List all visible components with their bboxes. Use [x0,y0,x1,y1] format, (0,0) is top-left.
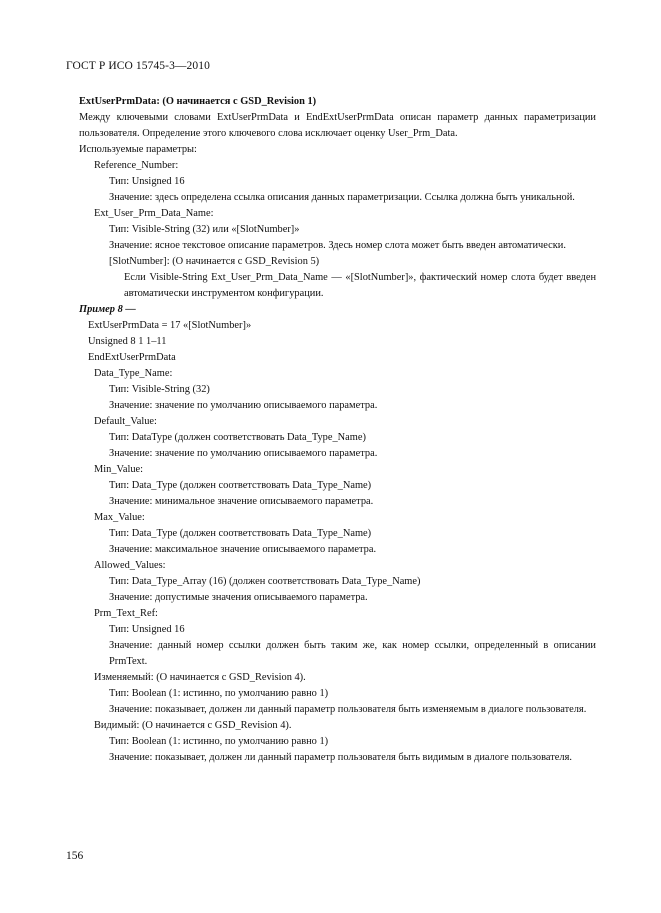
min-value-type: Тип: Data_Type (должен соответствовать Data_Type_Name) [109,480,372,491]
slot-number-label: [SlotNumber]: (О начинается с GSD_Revision 5) [109,256,320,267]
example-line: Unsigned 8 1 1–11 [88,336,167,347]
changeable-type: Тип: Boolean (1: истинно, по умолчанию равно 1) [109,688,329,699]
max-value-value: Значение: максимальное значение описываемого параметра. [109,544,377,555]
visible-type: Тип: Boolean (1: истинно, по умолчанию равно 1) [109,736,329,747]
max-value-name: Max_Value: [94,512,145,523]
ext-user-prm-data-value: Значение: ясное текстовое описание параметров. Здесь номер слота может быть введен автоматически. [109,240,566,251]
ext-user-prm-data-name: Ext_User_Prm_Data_Name: [94,208,214,219]
reference-number-value: Значение: здесь определена ссылка описания данных параметризации. Ссылка должна быть уникальной. [109,192,575,203]
example-line: EndExtUserPrmData [88,352,176,363]
page-number: 156 [66,850,84,862]
example-line: ExtUserPrmData = 17 «[SlotNumber]» [88,320,252,331]
allowed-values-name: Allowed_Values: [94,560,166,571]
default-value-value: Значение: значение по умолчанию описываемого параметра. [109,448,378,459]
reference-number-type: Тип: Unsigned 16 [109,176,185,187]
visible-value: Значение: показывает, должен ли данный параметр пользователя быть видимым в диалоге пользователя. [109,752,572,763]
slot-number-text: Если Visible-String Ext_User_Prm_Data_Name — «[SlotNumber]», фактический номер слота будет введен автоматически инструментом конфигурации. [124,272,596,299]
data-type-name-value: Значение: значение по умолчанию описываемого параметра. [109,400,378,411]
min-value-value: Значение: минимальное значение описываемого параметра. [109,496,374,507]
data-type-name: Data_Type_Name: [94,368,173,379]
intro-paragraph: Между ключевыми словами ExtUserPrmData и EndExtUserPrmData описан параметр данных параметризации пользователя. Определение этого ключевого слова исключает оценку User_Prm_Data. [79,112,596,139]
prm-text-ref-name: Prm_Text_Ref: [94,608,158,619]
ext-user-prm-data-type: Тип: Visible-String (32) или «[SlotNumber]» [109,224,300,235]
visible-name: Видимый: (О начинается с GSD_Revision 4). [94,720,292,731]
allowed-values-type: Тип: Data_Type_Array (16) (должен соответствовать Data_Type_Name) [109,576,421,587]
changeable-name: Изменяемый: (О начинается с GSD_Revision 4). [94,672,306,683]
changeable-value: Значение: показывает, должен ли данный параметр пользователя быть изменяемым в диалоге пользователя. [109,704,587,715]
max-value-type: Тип: Data_Type (должен соответствовать Data_Type_Name) [109,528,372,539]
min-value-name: Min_Value: [94,464,144,475]
prm-text-ref-type: Тип: Unsigned 16 [109,624,185,635]
default-value-type: Тип: DataType (должен соответствовать Data_Type_Name) [109,432,366,443]
reference-number-name: Reference_Number: [94,160,179,171]
example-label: Пример 8 — [79,304,136,315]
params-label: Используемые параметры: [79,144,197,155]
allowed-values-value: Значение: допустимые значения описываемого параметра. [109,592,368,603]
default-value-name: Default_Value: [94,416,157,427]
prm-text-ref-value: Значение: данный номер ссылки должен быть таким же, как номер ссылки, определенный в описании PrmText. [109,640,596,667]
document-header: ГОСТ Р ИСО 15745-3—2010 [66,60,210,72]
data-type-name-type: Тип: Visible-String (32) [109,384,210,395]
section-heading: ExtUserPrmData: (О начинается с GSD_Revision 1) [79,96,317,107]
document-body [66,94,596,766]
